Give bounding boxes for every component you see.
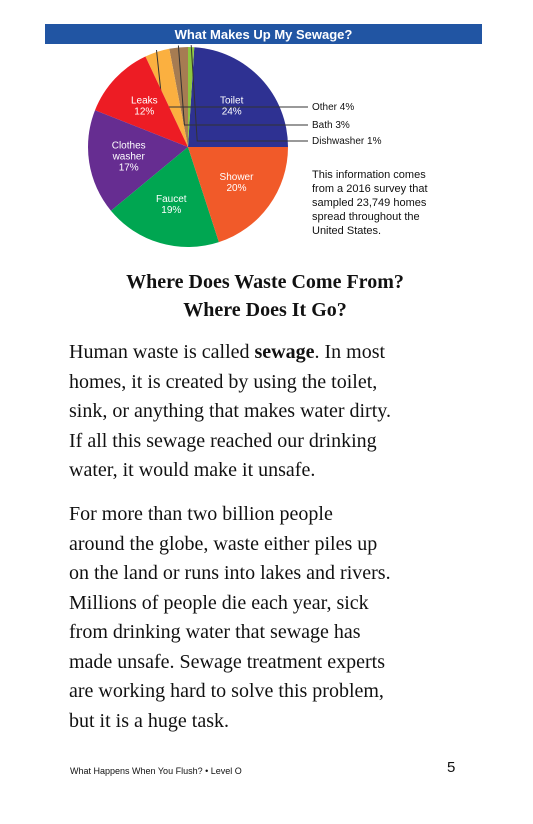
pie-label-other: Other 4% <box>312 102 355 113</box>
paragraph-line: on the land or runs into lakes and rivers. <box>69 562 391 584</box>
pie-label-dishwasher: Dishwasher 1% <box>312 136 382 147</box>
paragraph-text: Human waste is called <box>69 341 255 363</box>
paragraph-line: are working hard to solve this problem, <box>69 680 384 702</box>
section-heading <box>60 268 470 324</box>
paragraph-line: around the globe, waste either piles up <box>69 532 378 555</box>
paragraph-line: sink, or anything that makes water dirty. <box>69 400 391 422</box>
paragraph-line: homes, it is created by using the toilet, <box>69 370 378 393</box>
section-heading-line: Where Does Waste Come From? <box>126 271 404 293</box>
page-number: 5 <box>447 759 456 776</box>
chart-note-line: from a 2016 survey that <box>312 183 428 195</box>
paragraph-text: . In most <box>314 341 386 363</box>
paragraph-line: but it is a huge task. <box>69 709 229 732</box>
section-heading-line: Where Does It Go? <box>183 299 347 321</box>
chart-title: What Makes Up My Sewage? <box>45 24 482 44</box>
vocab-term-sewage: sewage <box>254 341 315 363</box>
pie-label-faucet: Faucet 19% <box>156 194 187 217</box>
paragraph-line: For more than two billion people <box>69 503 333 525</box>
paragraph-line: water, it would make it unsafe. <box>69 459 316 481</box>
pie-label-bath: Bath 3% <box>312 120 350 131</box>
chart-note <box>312 168 442 238</box>
pie-chart <box>0 0 533 270</box>
chart-note-line: spread throughout the <box>312 211 420 223</box>
pie-label-shower: Shower 20% <box>219 171 254 194</box>
pie-label-clothes-washer: Clothes washer 17% <box>111 140 146 174</box>
paragraph-line: made unsafe. Sewage treatment experts <box>69 650 385 673</box>
paragraph-line: If all this sewage reached our drinking <box>69 429 377 452</box>
paragraph-line: from drinking water that sewage has <box>69 621 361 643</box>
chart-note-line: United States. <box>312 225 382 237</box>
pie-label-leaks: Leaks 12% <box>130 95 158 118</box>
paragraph-1 <box>69 338 489 486</box>
chart-note-line: This information comes <box>312 169 426 181</box>
paragraph-line: Millions of people die each year, sick <box>69 591 369 614</box>
pie-label-toilet: Toilet 24% <box>220 95 244 118</box>
book-title-footer: What Happens When You Flush? • Level O <box>70 766 242 776</box>
chart-note-line: sampled 23,749 homes <box>312 197 427 209</box>
paragraph-line <box>69 338 489 368</box>
paragraph-2 <box>69 500 489 736</box>
